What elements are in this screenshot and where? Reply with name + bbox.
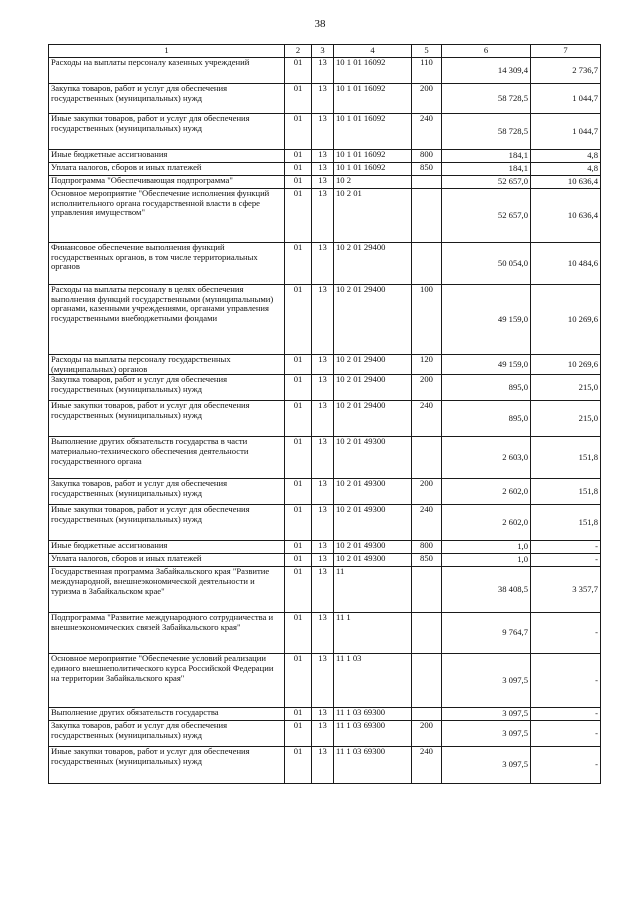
amount-cell: 50 054,0 (442, 243, 531, 285)
second-amount-cell: 4,8 (531, 163, 601, 176)
row-name-cell: Иные бюджетные ассигнования (49, 150, 285, 163)
target-article-cell: 10 2 01 (334, 189, 412, 243)
row-name-cell: Иные закупки товаров, работ и услуг для обеспечения государственных (муниципальных) нужд (49, 505, 285, 541)
section-code-cell: 01 (285, 176, 312, 189)
table-row (49, 654, 601, 708)
header-row (49, 45, 601, 58)
expense-type-cell: 240 (412, 505, 442, 541)
row-name-cell: Иные закупки товаров, работ и услуг для обеспечения государственных (муниципальных) нужд (49, 747, 285, 784)
row-name-cell: Иные закупки товаров, работ и услуг для обеспечения государственных (муниципальных) нужд (49, 401, 285, 437)
table-row (49, 541, 601, 554)
subsection-code-cell: 13 (312, 163, 334, 176)
amount-cell: 52 657,0 (442, 176, 531, 189)
table-row (49, 401, 601, 437)
amount-cell: 2 602,0 (442, 479, 531, 505)
section-code-cell: 01 (285, 401, 312, 437)
budget-table (48, 44, 601, 784)
target-article-cell: 10 2 01 29400 (334, 243, 412, 285)
table-row (49, 437, 601, 479)
table-row (49, 375, 601, 401)
expense-type-cell (412, 708, 442, 721)
second-amount-cell: 215,0 (531, 375, 601, 401)
amount-cell: 895,0 (442, 375, 531, 401)
amount-cell: 3 097,5 (442, 708, 531, 721)
target-article-cell: 11 1 03 (334, 654, 412, 708)
subsection-code-cell: 13 (312, 189, 334, 243)
table-row (49, 114, 601, 150)
section-code-cell: 01 (285, 84, 312, 114)
table-row (49, 84, 601, 114)
target-article-cell: 11 1 03 69300 (334, 747, 412, 784)
header-cell-5: 5 (412, 45, 442, 58)
subsection-code-cell: 13 (312, 541, 334, 554)
amount-cell: 58 728,5 (442, 84, 531, 114)
table-row (49, 554, 601, 567)
section-code-cell: 01 (285, 505, 312, 541)
row-name-cell: Уплата налогов, сборов и иных платежей (49, 163, 285, 176)
expense-type-cell (412, 189, 442, 243)
target-article-cell: 11 1 03 69300 (334, 708, 412, 721)
section-code-cell: 01 (285, 58, 312, 84)
second-amount-cell: 215,0 (531, 401, 601, 437)
second-amount-cell: - (531, 708, 601, 721)
second-amount-cell: 10 484,6 (531, 243, 601, 285)
expense-type-cell: 120 (412, 355, 442, 375)
section-code-cell: 01 (285, 355, 312, 375)
subsection-code-cell: 13 (312, 285, 334, 355)
row-name-cell: Закупка товаров, работ и услуг для обеспечения государственных (муниципальных) нужд (49, 84, 285, 114)
row-name-cell: Основное мероприятие "Обеспечение условий реализации единого внешнеполитического курса Российской Федерации на территории Забайкальского края" (49, 654, 285, 708)
amount-cell: 2 603,0 (442, 437, 531, 479)
amount-cell: 3 097,5 (442, 747, 531, 784)
subsection-code-cell: 13 (312, 355, 334, 375)
section-code-cell: 01 (285, 163, 312, 176)
section-code-cell: 01 (285, 708, 312, 721)
amount-cell: 184,1 (442, 150, 531, 163)
expense-type-cell: 110 (412, 58, 442, 84)
amount-cell: 9 764,7 (442, 613, 531, 654)
section-code-cell: 01 (285, 554, 312, 567)
amount-cell: 38 408,5 (442, 567, 531, 613)
expense-type-cell: 800 (412, 150, 442, 163)
target-article-cell: 10 2 01 49300 (334, 479, 412, 505)
amount-cell: 52 657,0 (442, 189, 531, 243)
subsection-code-cell: 13 (312, 375, 334, 401)
row-name-cell: Закупка товаров, работ и услуг для обеспечения государственных (муниципальных) нужд (49, 721, 285, 747)
row-name-cell: Подпрограмма "Обеспечивающая подпрограмма" (49, 176, 285, 189)
amount-cell: 49 159,0 (442, 355, 531, 375)
expense-type-cell (412, 176, 442, 189)
amount-cell: 184,1 (442, 163, 531, 176)
expense-type-cell: 200 (412, 721, 442, 747)
row-name-cell: Уплата налогов, сборов и иных платежей (49, 554, 285, 567)
amount-cell: 1,0 (442, 554, 531, 567)
header-cell-6: 6 (442, 45, 531, 58)
target-article-cell: 10 2 (334, 176, 412, 189)
target-article-cell: 10 2 01 29400 (334, 355, 412, 375)
second-amount-cell: 2 736,7 (531, 58, 601, 84)
target-article-cell: 11 1 (334, 613, 412, 654)
section-code-cell: 01 (285, 285, 312, 355)
row-name-cell: Иные закупки товаров, работ и услуг для обеспечения государственных (муниципальных) нужд (49, 114, 285, 150)
table-row (49, 355, 601, 375)
amount-cell: 49 159,0 (442, 285, 531, 355)
table-row (49, 505, 601, 541)
target-article-cell: 11 1 03 69300 (334, 721, 412, 747)
table-row (49, 176, 601, 189)
row-name-cell: Закупка товаров, работ и услуг для обеспечения государственных (муниципальных) нужд (49, 479, 285, 505)
header-cell-7: 7 (531, 45, 601, 58)
target-article-cell: 10 1 01 16092 (334, 58, 412, 84)
subsection-code-cell: 13 (312, 708, 334, 721)
section-code-cell: 01 (285, 541, 312, 554)
amount-cell: 14 309,4 (442, 58, 531, 84)
second-amount-cell: 10 269,6 (531, 285, 601, 355)
amount-cell: 3 097,5 (442, 654, 531, 708)
table-row (49, 567, 601, 613)
expense-type-cell: 850 (412, 554, 442, 567)
expense-type-cell (412, 567, 442, 613)
table-row (49, 708, 601, 721)
amount-cell: 2 602,0 (442, 505, 531, 541)
section-code-cell: 01 (285, 613, 312, 654)
row-name-cell: Расходы на выплаты персоналу государственных (муниципальных) органов (49, 355, 285, 375)
expense-type-cell (412, 437, 442, 479)
target-article-cell: 10 1 01 16092 (334, 84, 412, 114)
expense-type-cell: 200 (412, 84, 442, 114)
subsection-code-cell: 13 (312, 176, 334, 189)
second-amount-cell: - (531, 554, 601, 567)
row-name-cell: Государственная программа Забайкальского края "Развитие международной, внешнеэкономической деятельности и туризма в Забайкальском крае" (49, 567, 285, 613)
target-article-cell: 10 2 01 29400 (334, 375, 412, 401)
table-row (49, 150, 601, 163)
section-code-cell: 01 (285, 747, 312, 784)
expense-type-cell (412, 613, 442, 654)
table-row (49, 58, 601, 84)
section-code-cell: 01 (285, 654, 312, 708)
expense-type-cell: 800 (412, 541, 442, 554)
header-cell-4: 4 (334, 45, 412, 58)
expense-type-cell: 200 (412, 479, 442, 505)
second-amount-cell: 151,8 (531, 437, 601, 479)
second-amount-cell: 10 636,4 (531, 176, 601, 189)
section-code-cell: 01 (285, 479, 312, 505)
expense-type-cell: 240 (412, 747, 442, 784)
subsection-code-cell: 13 (312, 554, 334, 567)
expense-type-cell: 100 (412, 285, 442, 355)
subsection-code-cell: 13 (312, 150, 334, 163)
expense-type-cell (412, 654, 442, 708)
table-row (49, 721, 601, 747)
target-article-cell: 10 1 01 16092 (334, 150, 412, 163)
target-article-cell: 10 2 01 29400 (334, 285, 412, 355)
row-name-cell: Выполнение других обязательств государства в части материально-технического обеспечения деятельности государственного органа (49, 437, 285, 479)
second-amount-cell: - (531, 721, 601, 747)
table-row (49, 747, 601, 784)
section-code-cell: 01 (285, 150, 312, 163)
second-amount-cell: 4,8 (531, 150, 601, 163)
subsection-code-cell: 13 (312, 84, 334, 114)
second-amount-cell: 151,8 (531, 505, 601, 541)
expense-type-cell: 240 (412, 401, 442, 437)
subsection-code-cell: 13 (312, 479, 334, 505)
target-article-cell: 10 1 01 16092 (334, 114, 412, 150)
row-name-cell: Расходы на выплаты персоналу казенных учреждений (49, 58, 285, 84)
row-name-cell: Подпрограмма "Развитие международного сотрудничества и внешнеэкономических связей Забайкальского края" (49, 613, 285, 654)
subsection-code-cell: 13 (312, 747, 334, 784)
table-body (49, 58, 601, 784)
second-amount-cell: 3 357,7 (531, 567, 601, 613)
subsection-code-cell: 13 (312, 114, 334, 150)
table-row (49, 285, 601, 355)
amount-cell: 895,0 (442, 401, 531, 437)
section-code-cell: 01 (285, 437, 312, 479)
amount-cell: 58 728,5 (442, 114, 531, 150)
subsection-code-cell: 13 (312, 721, 334, 747)
section-code-cell: 01 (285, 721, 312, 747)
page-number: 38 (314, 18, 326, 30)
target-article-cell: 10 2 01 49300 (334, 437, 412, 479)
row-name-cell: Иные бюджетные ассигнования (49, 541, 285, 554)
expense-type-cell (412, 243, 442, 285)
subsection-code-cell: 13 (312, 505, 334, 541)
amount-cell: 3 097,5 (442, 721, 531, 747)
target-article-cell: 10 2 01 49300 (334, 541, 412, 554)
subsection-code-cell: 13 (312, 654, 334, 708)
row-name-cell: Расходы на выплаты персоналу в целях обеспечения выполнения функций государственными (муниципальными) органами, казенными учреждениями, органами управления государственными внебюджетными фондами (49, 285, 285, 355)
table-row (49, 243, 601, 285)
header-cell-3: 3 (312, 45, 334, 58)
second-amount-cell: - (531, 747, 601, 784)
target-article-cell: 10 2 01 49300 (334, 505, 412, 541)
header-cell-2: 2 (285, 45, 312, 58)
section-code-cell: 01 (285, 375, 312, 401)
second-amount-cell: 10 636,4 (531, 189, 601, 243)
subsection-code-cell: 13 (312, 437, 334, 479)
subsection-code-cell: 13 (312, 401, 334, 437)
row-name-cell: Закупка товаров, работ и услуг для обеспечения государственных (муниципальных) нужд (49, 375, 285, 401)
expense-type-cell: 240 (412, 114, 442, 150)
section-code-cell: 01 (285, 189, 312, 243)
table-row (49, 613, 601, 654)
second-amount-cell: - (531, 654, 601, 708)
table-row (49, 163, 601, 176)
subsection-code-cell: 13 (312, 567, 334, 613)
section-code-cell: 01 (285, 243, 312, 285)
row-name-cell: Выполнение других обязательств государства (49, 708, 285, 721)
target-article-cell: 10 1 01 16092 (334, 163, 412, 176)
subsection-code-cell: 13 (312, 613, 334, 654)
second-amount-cell: 10 269,6 (531, 355, 601, 375)
expense-type-cell: 200 (412, 375, 442, 401)
row-name-cell: Финансовое обеспечение выполнения функций государственных органов, в том числе территориальных органов (49, 243, 285, 285)
target-article-cell: 10 2 01 29400 (334, 401, 412, 437)
second-amount-cell: 1 044,7 (531, 84, 601, 114)
table-row (49, 479, 601, 505)
second-amount-cell: - (531, 613, 601, 654)
table-row (49, 189, 601, 243)
row-name-cell: Основное мероприятие "Обеспечение исполнения функций исполнительного органа государственной власти в сфере управления имуществом" (49, 189, 285, 243)
section-code-cell: 01 (285, 114, 312, 150)
second-amount-cell: - (531, 541, 601, 554)
subsection-code-cell: 13 (312, 243, 334, 285)
second-amount-cell: 1 044,7 (531, 114, 601, 150)
expense-type-cell: 850 (412, 163, 442, 176)
amount-cell: 1,0 (442, 541, 531, 554)
section-code-cell: 01 (285, 567, 312, 613)
subsection-code-cell: 13 (312, 58, 334, 84)
header-cell-1: 1 (49, 45, 285, 58)
target-article-cell: 11 (334, 567, 412, 613)
second-amount-cell: 151,8 (531, 479, 601, 505)
target-article-cell: 10 2 01 49300 (334, 554, 412, 567)
